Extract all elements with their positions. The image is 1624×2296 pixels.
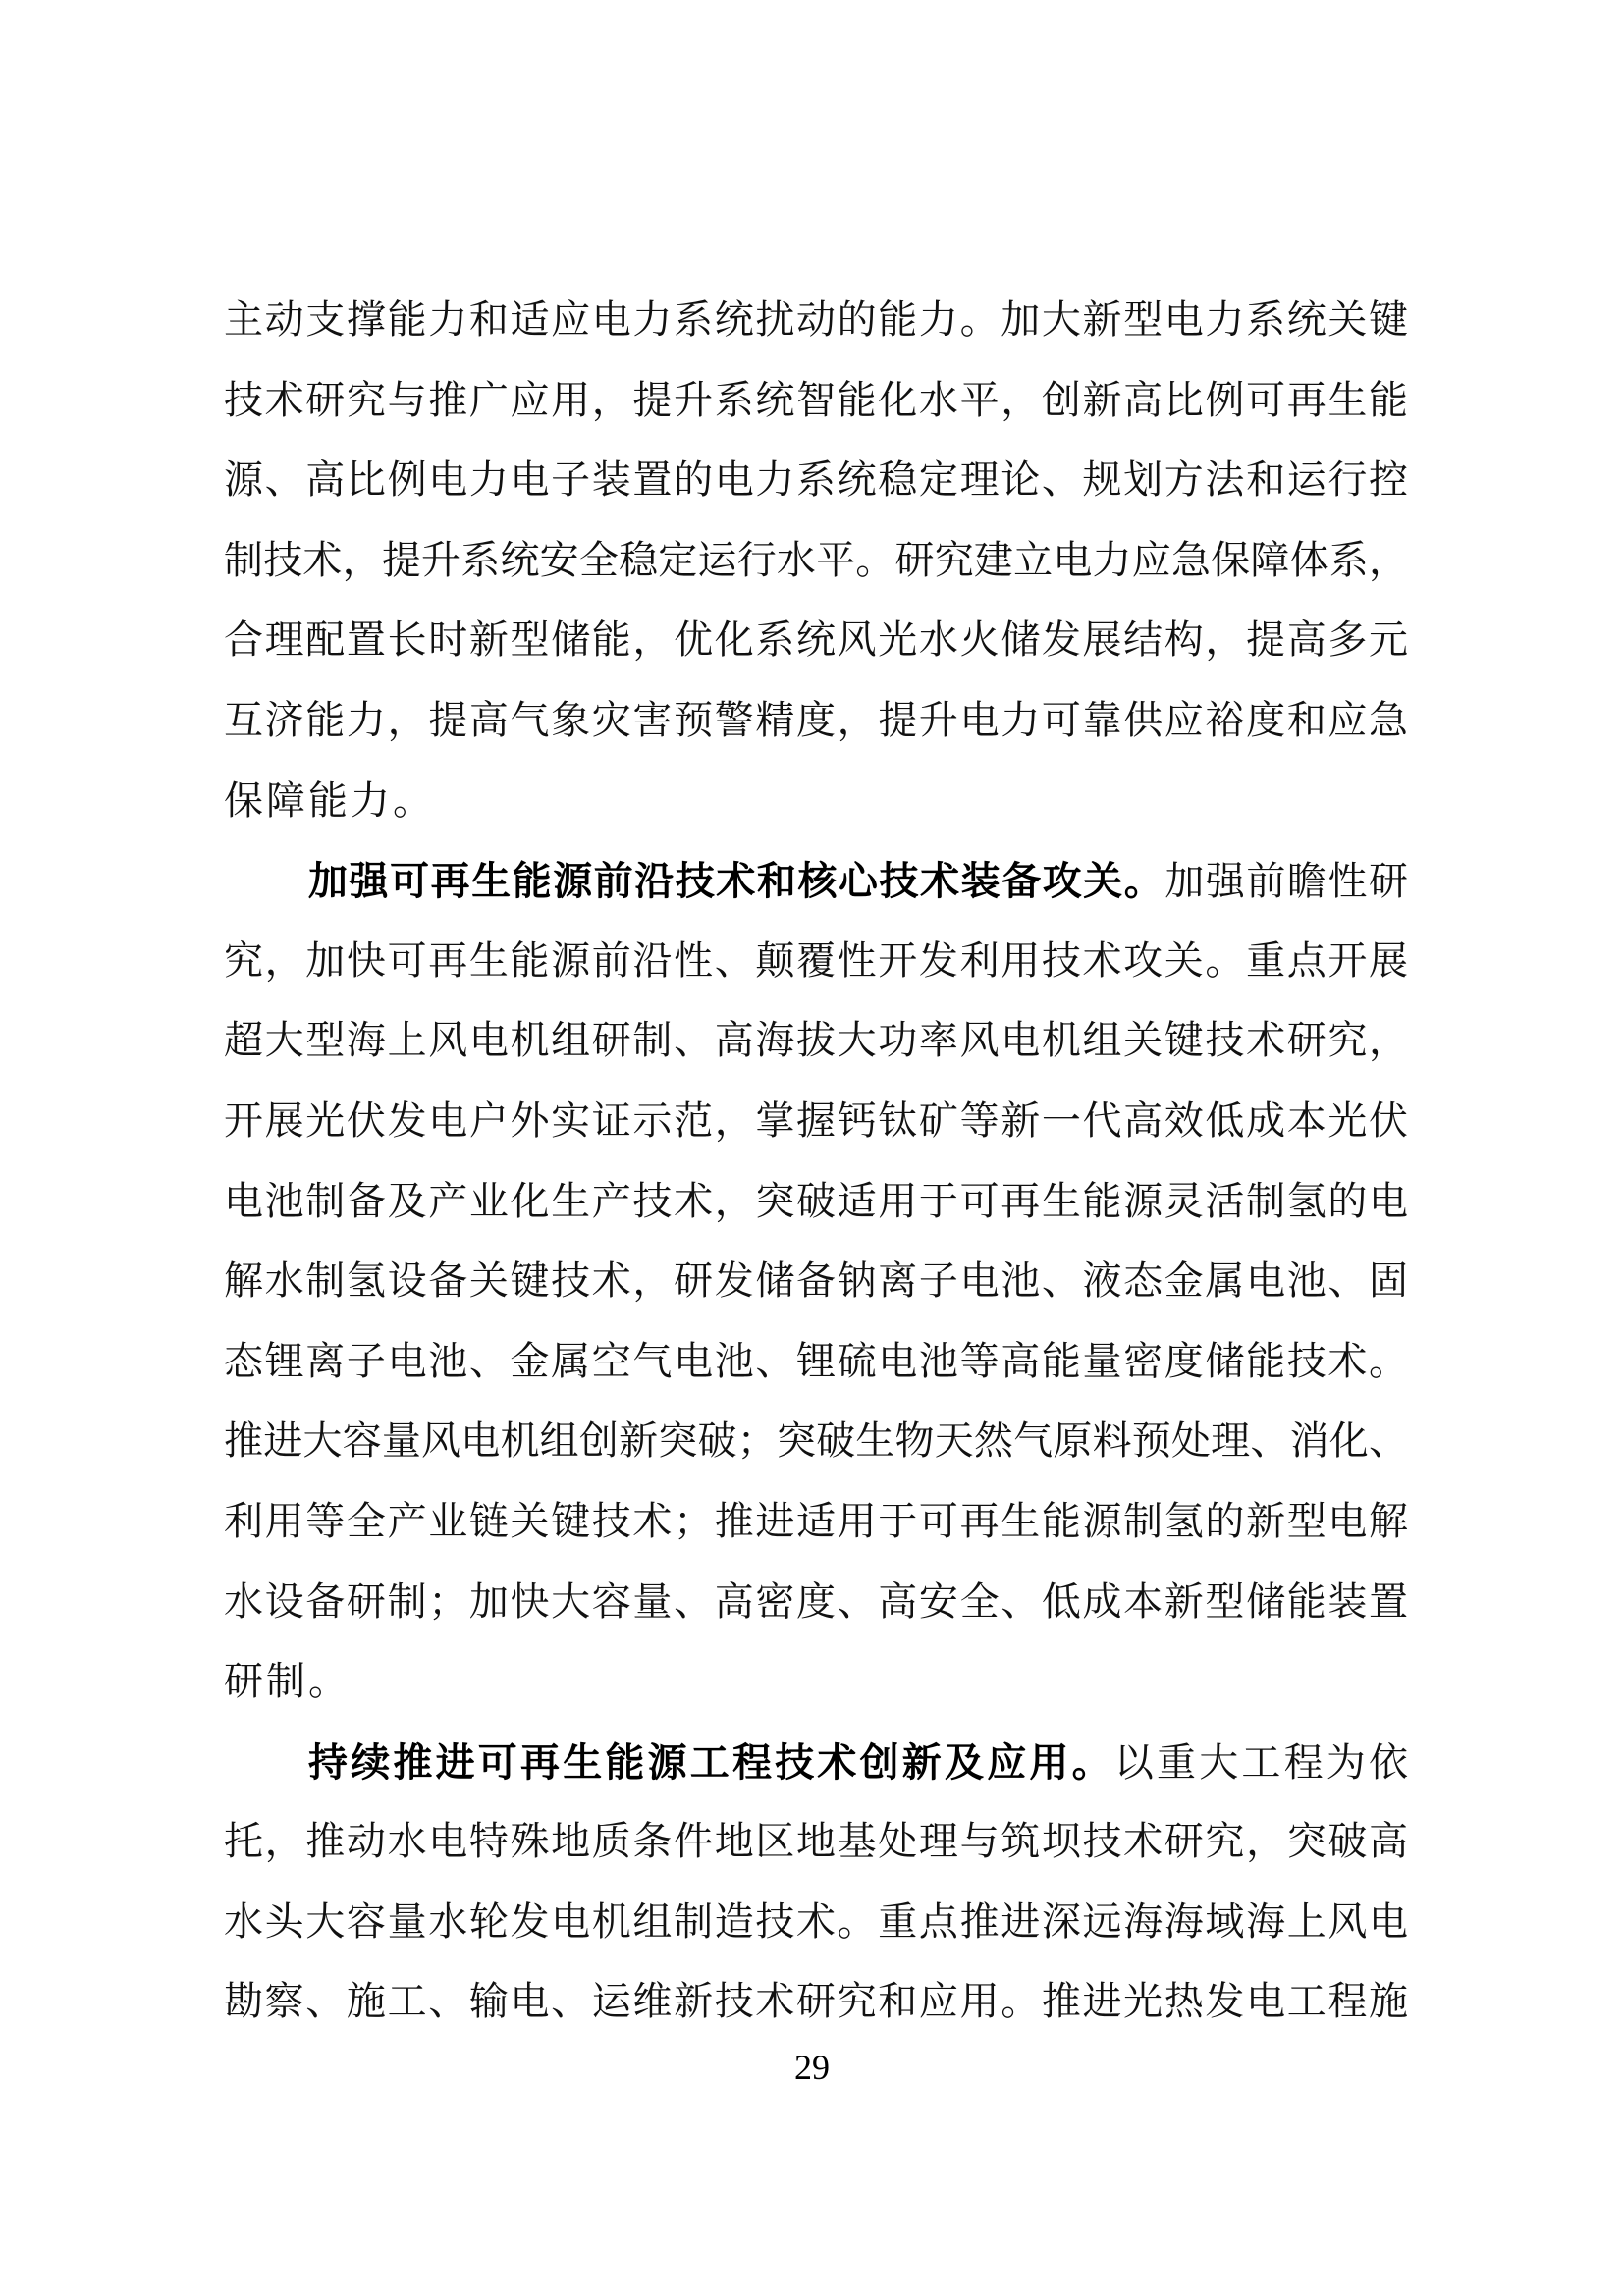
text-line: 勘察、施工、输电、运维新技术研究和应用。推进光热发电工程施 bbox=[224, 1979, 1408, 2025]
text-line: 源、高比例电力电子装置的电力系统稳定理论、规划方法和运行控 bbox=[224, 457, 1408, 504]
text-line: 制技术，提升系统安全稳定运行水平。研究建立电力应急保障体系， bbox=[224, 537, 1408, 583]
text-line: 主动支撑能力和适应电力系统扰动的能力。加大新型电力系统关键 bbox=[224, 297, 1408, 343]
text-line: 技术研究与推广应用，提升系统智能化水平，创新高比例可再生能 bbox=[224, 377, 1408, 423]
text-line: 水头大容量水轮发电机组制造技术。重点推进深远海海域海上风电 bbox=[224, 1898, 1408, 1945]
text-line: 水设备研制；加快大容量、高密度、高安全、低成本新型储能装置 bbox=[224, 1578, 1408, 1625]
text-line: 互济能力，提高气象灾害预警精度，提升电力可靠供应裕度和应急 bbox=[224, 697, 1408, 743]
text-line: 研制。 bbox=[224, 1659, 351, 1705]
text-line: 推进大容量风电机组创新突破；突破生物天然气原料预处理、消化、 bbox=[224, 1418, 1408, 1465]
text-line: 托，推动水电特殊地质条件地区地基处理与筑坝技术研究，突破高 bbox=[224, 1819, 1408, 1865]
text-line: 合理配置长时新型储能，优化系统风光水火储发展结构，提高多元 bbox=[224, 617, 1408, 664]
text-line-first bbox=[224, 1723, 1408, 1803]
text-line: 开展光伏发电户外实证示范，掌握钙钛矿等新一代高效低成本光伏 bbox=[224, 1097, 1408, 1144]
text-run: 加强前瞻性研 bbox=[1164, 859, 1409, 905]
paragraph-heading: 持续推进可再生能源工程技术创新及应用。 bbox=[308, 1738, 1114, 1786]
text-line: 究，加快可再生能源前沿性、颠覆性开发利用技术攻关。重点开展 bbox=[224, 937, 1408, 984]
page-number: 29 bbox=[794, 2048, 830, 2087]
paragraph-heading: 加强可再生能源前沿技术和核心技术装备攻关。 bbox=[308, 858, 1165, 905]
text-run: 以重大工程为依 bbox=[1113, 1739, 1409, 1786]
paragraph-1 bbox=[224, 281, 1408, 841]
text-line: 电池制备及产业化生产技术，突破适用于可再生能源灵活制氢的电 bbox=[224, 1178, 1408, 1224]
paragraph-3 bbox=[224, 1723, 1408, 2043]
text-line: 保障能力。 bbox=[224, 777, 435, 824]
paragraph-2 bbox=[224, 841, 1408, 1723]
text-line: 解水制氢设备关键技术，研发储备钠离子电池、液态金属电池、固 bbox=[224, 1258, 1408, 1305]
text-line: 超大型海上风电机组研制、高海拔大功率风电机组关键技术研究， bbox=[224, 1018, 1408, 1064]
text-line: 态锂离子电池、金属空气电池、锂硫电池等高能量密度储能技术。 bbox=[224, 1338, 1408, 1384]
text-line: 利用等全产业链关键技术；推进适用于可再生能源制氢的新型电解 bbox=[224, 1498, 1408, 1544]
text-line-first bbox=[224, 841, 1408, 922]
body-text bbox=[224, 281, 1408, 2043]
